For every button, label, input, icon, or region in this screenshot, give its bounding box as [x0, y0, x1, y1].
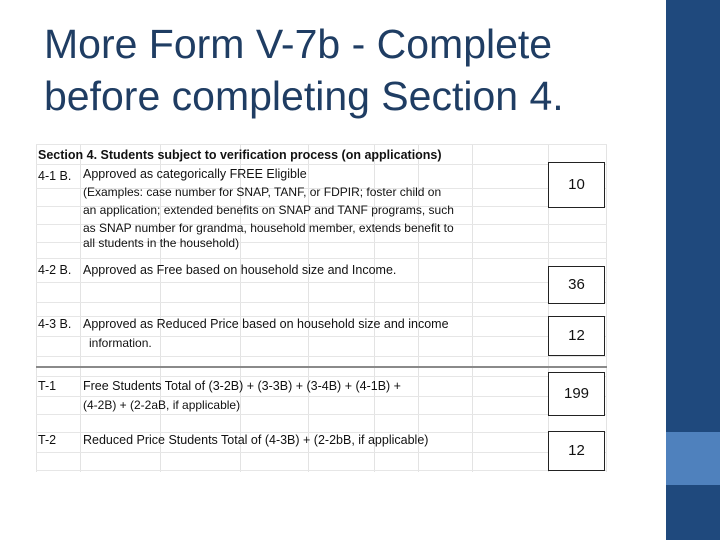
row-detail: (Examples: case number for SNAP, TANF, or FDPIR; foster child on — [83, 185, 442, 199]
grid-line — [36, 164, 607, 165]
value-box-4-2b: 36 — [548, 266, 605, 304]
row-code-4-3b: 4-3 B. — [38, 317, 72, 331]
row-code-t1: T-1 — [38, 379, 57, 393]
grid-line — [80, 144, 81, 472]
grid-line — [606, 144, 607, 472]
grid-line — [472, 144, 473, 472]
grid-line — [36, 258, 607, 259]
grid-line — [36, 414, 607, 415]
grid-line — [36, 452, 607, 453]
row-label-4-1b: Approved as categorically FREE Eligible — [83, 167, 307, 181]
side-bar-bottom-segment — [666, 485, 720, 540]
slide-title-line-1: More Form V-7b - Complete — [44, 21, 553, 67]
row-detail: (4-2B) + (2-2aB, if applicable) — [83, 398, 241, 412]
row-detail: all students in the household) — [83, 236, 240, 250]
grid-line — [36, 376, 607, 377]
side-bar-accent-segment — [666, 432, 720, 485]
grid-line — [36, 302, 607, 303]
form-section-4-table — [36, 144, 607, 472]
row-label-4-2b: Approved as Free based on household size and Income. — [83, 263, 397, 277]
slide-title-line-2: before completing Section 4. — [44, 73, 564, 119]
row-detail: information. — [89, 336, 152, 350]
row-detail: as SNAP number for grandma, household member, extends benefit to — [83, 221, 454, 235]
value-box-t2: 12 — [548, 431, 605, 471]
grid-line — [36, 144, 607, 145]
value-box-t1: 199 — [548, 372, 605, 416]
row-code-t2: T-2 — [38, 433, 57, 447]
side-bar-top-segment — [666, 0, 720, 432]
grid-line — [36, 356, 607, 357]
value-box-4-3b: 12 — [548, 316, 605, 356]
row-code-4-2b: 4-2 B. — [38, 263, 72, 277]
grid-line — [36, 470, 607, 471]
row-label-t1: Free Students Total of (3-2B) + (3-3B) + (3-4B) + (4-1B) + — [83, 379, 401, 393]
row-label-4-3b: Approved as Reduced Price based on household size and income — [83, 317, 449, 331]
grid-line — [36, 144, 37, 472]
row-detail: an application; extended benefits on SNAP and TANF programs, such — [83, 203, 454, 217]
row-label-t2: Reduced Price Students Total of (4-3B) + (2-2bB, if applicable) — [83, 433, 429, 447]
row-code-4-1b: 4-1 B. — [38, 169, 72, 183]
slide-title — [44, 18, 644, 122]
section-header: Section 4. Students subject to verification process (on applications) — [38, 148, 442, 162]
totals-separator — [36, 366, 607, 368]
value-box-4-1b: 10 — [548, 162, 605, 208]
grid-line — [36, 282, 607, 283]
decorative-side-bar — [666, 0, 720, 540]
